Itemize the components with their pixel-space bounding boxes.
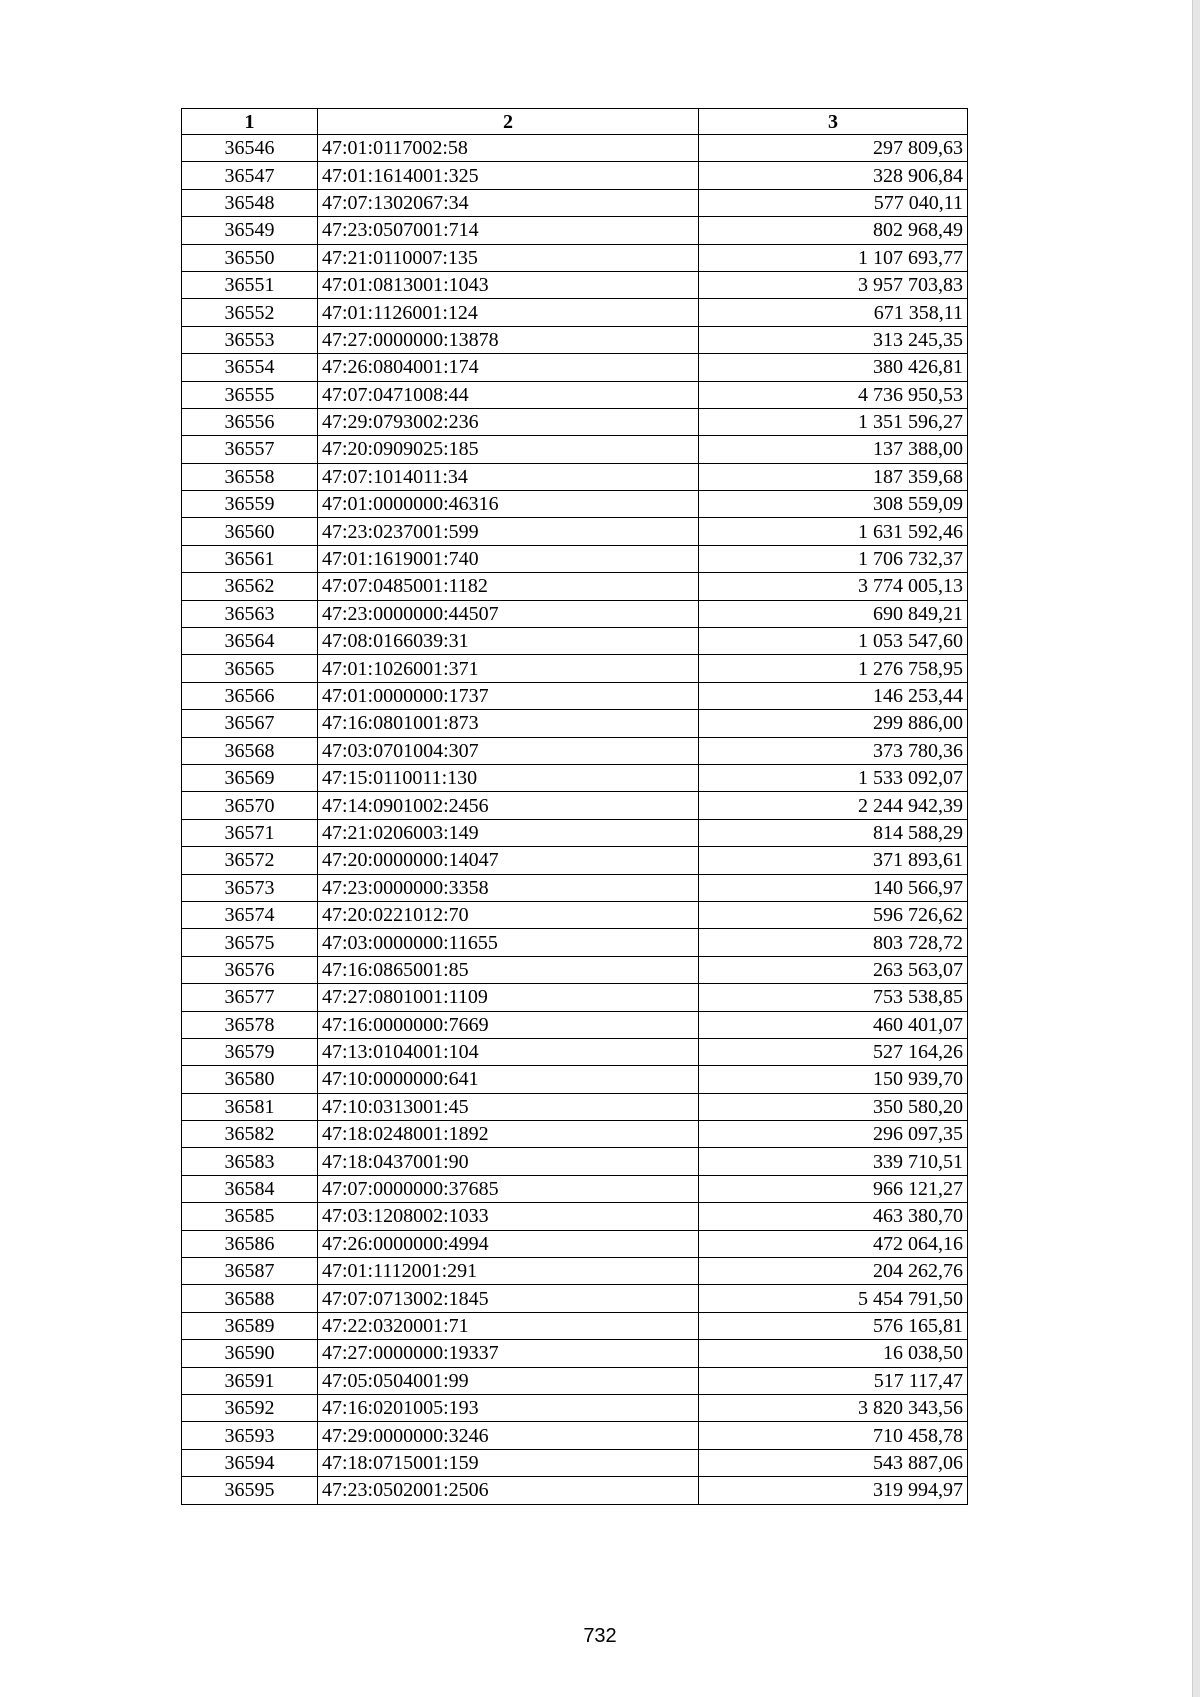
cadastral-value-cell: 802 968,49 — [699, 217, 968, 244]
cadastral-value-cell: 671 358,11 — [699, 299, 968, 326]
table-row — [182, 792, 968, 819]
cadastral-value-table — [181, 108, 968, 1505]
cadastral-number-cell: 47:23:0507001:714 — [318, 217, 699, 244]
cadastral-value-cell: 803 728,72 — [699, 929, 968, 956]
row-number-cell: 36551 — [182, 271, 318, 298]
row-number-cell: 36586 — [182, 1230, 318, 1257]
row-number-cell: 36557 — [182, 436, 318, 463]
cadastral-number-cell: 47:20:0000000:14047 — [318, 847, 699, 874]
cadastral-number-cell: 47:14:0901002:2456 — [318, 792, 699, 819]
cadastral-value-cell: 380 426,81 — [699, 354, 968, 381]
table-row — [182, 1477, 968, 1504]
row-number-cell: 36573 — [182, 874, 318, 901]
cadastral-number-cell: 47:29:0793002:236 — [318, 408, 699, 435]
row-number-cell: 36561 — [182, 545, 318, 572]
row-number-cell: 36587 — [182, 1258, 318, 1285]
table-row — [182, 436, 968, 463]
row-number-cell: 36559 — [182, 491, 318, 518]
table-row — [182, 518, 968, 545]
cadastral-number-cell: 47:26:0804001:174 — [318, 354, 699, 381]
row-number-cell: 36560 — [182, 518, 318, 545]
table-row — [182, 408, 968, 435]
row-number-cell: 36549 — [182, 217, 318, 244]
row-number-cell: 36592 — [182, 1394, 318, 1421]
cadastral-value-cell: 966 121,27 — [699, 1175, 968, 1202]
row-number-cell: 36553 — [182, 326, 318, 353]
table-row — [182, 901, 968, 928]
cadastral-number-cell: 47:03:0701004:307 — [318, 737, 699, 764]
row-number-cell: 36566 — [182, 682, 318, 709]
cadastral-value-cell: 1 276 758,95 — [699, 655, 968, 682]
page-number: 732 — [583, 1625, 617, 1647]
cadastral-number-cell: 47:01:0000000:46316 — [318, 491, 699, 518]
cadastral-number-cell: 47:18:0248001:1892 — [318, 1121, 699, 1148]
row-number-cell: 36583 — [182, 1148, 318, 1175]
table-row — [182, 135, 968, 162]
table-row — [182, 1011, 968, 1038]
table-row — [182, 956, 968, 983]
row-number-cell: 36556 — [182, 408, 318, 435]
cadastral-number-cell: 47:18:0437001:90 — [318, 1148, 699, 1175]
cadastral-value-cell: 517 117,47 — [699, 1367, 968, 1394]
row-number-cell: 36562 — [182, 573, 318, 600]
cadastral-number-cell: 47:13:0104001:104 — [318, 1038, 699, 1065]
row-number-cell: 36569 — [182, 764, 318, 791]
table-row — [182, 847, 968, 874]
cadastral-value-cell: 1 533 092,07 — [699, 764, 968, 791]
cadastral-number-cell: 47:07:1014011:34 — [318, 463, 699, 490]
cadastral-number-cell: 47:01:1614001:325 — [318, 162, 699, 189]
cadastral-value-cell: 3 820 343,56 — [699, 1394, 968, 1421]
cadastral-value-cell: 308 559,09 — [699, 491, 968, 518]
cadastral-number-cell: 47:26:0000000:4994 — [318, 1230, 699, 1257]
cadastral-value-cell: 373 780,36 — [699, 737, 968, 764]
row-number-cell: 36585 — [182, 1203, 318, 1230]
row-number-cell: 36572 — [182, 847, 318, 874]
row-number-cell: 36593 — [182, 1422, 318, 1449]
row-number-cell: 36580 — [182, 1066, 318, 1093]
cadastral-number-cell: 47:05:0504001:99 — [318, 1367, 699, 1394]
row-number-cell: 36579 — [182, 1038, 318, 1065]
table-row — [182, 1203, 968, 1230]
page-edge — [1192, 0, 1200, 1697]
row-number-cell: 36590 — [182, 1340, 318, 1367]
row-number-cell: 36575 — [182, 929, 318, 956]
cadastral-number-cell: 47:16:0201005:193 — [318, 1394, 699, 1421]
table-row — [182, 819, 968, 846]
table-row — [182, 737, 968, 764]
table-row — [182, 1312, 968, 1339]
cadastral-value-cell: 1 631 592,46 — [699, 518, 968, 545]
row-number-cell: 36578 — [182, 1011, 318, 1038]
cadastral-value-cell: 463 380,70 — [699, 1203, 968, 1230]
cadastral-value-cell: 576 165,81 — [699, 1312, 968, 1339]
cadastral-value-cell: 596 726,62 — [699, 901, 968, 928]
table-header-row — [182, 109, 968, 135]
cadastral-value-cell: 371 893,61 — [699, 847, 968, 874]
table-row — [182, 1175, 968, 1202]
row-number-cell: 36550 — [182, 244, 318, 271]
cadastral-number-cell: 47:07:0713002:1845 — [318, 1285, 699, 1312]
cadastral-value-cell: 350 580,20 — [699, 1093, 968, 1120]
table-row — [182, 326, 968, 353]
table-row — [182, 491, 968, 518]
column-header-2: 2 — [318, 109, 699, 135]
cadastral-number-cell: 47:23:0000000:3358 — [318, 874, 699, 901]
cadastral-value-cell: 299 886,00 — [699, 710, 968, 737]
row-number-cell: 36584 — [182, 1175, 318, 1202]
table-row — [182, 710, 968, 737]
row-number-cell: 36571 — [182, 819, 318, 846]
row-number-cell: 36570 — [182, 792, 318, 819]
table-row — [182, 628, 968, 655]
column-header-1: 1 — [182, 109, 318, 135]
cadastral-value-cell: 296 097,35 — [699, 1121, 968, 1148]
row-number-cell: 36548 — [182, 189, 318, 216]
row-number-cell: 36568 — [182, 737, 318, 764]
cadastral-number-cell: 47:22:0320001:71 — [318, 1312, 699, 1339]
table-row — [182, 655, 968, 682]
row-number-cell: 36574 — [182, 901, 318, 928]
cadastral-number-cell: 47:20:0909025:185 — [318, 436, 699, 463]
cadastral-value-cell: 710 458,78 — [699, 1422, 968, 1449]
column-header-3: 3 — [699, 109, 968, 135]
cadastral-number-cell: 47:21:0110007:135 — [318, 244, 699, 271]
cadastral-number-cell: 47:23:0237001:599 — [318, 518, 699, 545]
table-row — [182, 299, 968, 326]
cadastral-value-cell: 814 588,29 — [699, 819, 968, 846]
cadastral-value-cell: 527 164,26 — [699, 1038, 968, 1065]
cadastral-value-cell: 1 053 547,60 — [699, 628, 968, 655]
cadastral-value-cell: 4 736 950,53 — [699, 381, 968, 408]
cadastral-number-cell: 47:01:1112001:291 — [318, 1258, 699, 1285]
row-number-cell: 36591 — [182, 1367, 318, 1394]
cadastral-number-cell: 47:01:1026001:371 — [318, 655, 699, 682]
table-row — [182, 1285, 968, 1312]
table-row — [182, 381, 968, 408]
cadastral-number-cell: 47:07:0485001:1182 — [318, 573, 699, 600]
table-row — [182, 162, 968, 189]
table-row — [182, 1121, 968, 1148]
cadastral-value-cell: 690 849,21 — [699, 600, 968, 627]
table-row — [182, 1449, 968, 1476]
row-number-cell: 36565 — [182, 655, 318, 682]
cadastral-number-cell: 47:15:0110011:130 — [318, 764, 699, 791]
cadastral-number-cell: 47:16:0865001:85 — [318, 956, 699, 983]
row-number-cell: 36595 — [182, 1477, 318, 1504]
table-row — [182, 573, 968, 600]
cadastral-value-cell: 1 351 596,27 — [699, 408, 968, 435]
row-number-cell: 36582 — [182, 1121, 318, 1148]
cadastral-number-cell: 47:01:0117002:58 — [318, 135, 699, 162]
cadastral-value-cell: 1 706 732,37 — [699, 545, 968, 572]
table-row — [182, 600, 968, 627]
table-row — [182, 1340, 968, 1367]
cadastral-number-cell: 47:07:1302067:34 — [318, 189, 699, 216]
cadastral-value-cell: 753 538,85 — [699, 984, 968, 1011]
cadastral-number-cell: 47:07:0471008:44 — [318, 381, 699, 408]
cadastral-number-cell: 47:16:0000000:7669 — [318, 1011, 699, 1038]
cadastral-value-cell: 460 401,07 — [699, 1011, 968, 1038]
table-row — [182, 271, 968, 298]
cadastral-number-cell: 47:07:0000000:37685 — [318, 1175, 699, 1202]
cadastral-value-cell: 3 774 005,13 — [699, 573, 968, 600]
cadastral-value-cell: 150 939,70 — [699, 1066, 968, 1093]
table-row — [182, 682, 968, 709]
cadastral-value-cell: 313 245,35 — [699, 326, 968, 353]
cadastral-number-cell: 47:03:0000000:11655 — [318, 929, 699, 956]
row-number-cell: 36567 — [182, 710, 318, 737]
cadastral-number-cell: 47:23:0000000:44507 — [318, 600, 699, 627]
table-row — [182, 929, 968, 956]
row-number-cell: 36547 — [182, 162, 318, 189]
cadastral-number-cell: 47:08:0166039:31 — [318, 628, 699, 655]
cadastral-number-cell: 47:29:0000000:3246 — [318, 1422, 699, 1449]
cadastral-number-cell: 47:27:0801001:1109 — [318, 984, 699, 1011]
cadastral-value-cell: 146 253,44 — [699, 682, 968, 709]
cadastral-value-cell: 2 244 942,39 — [699, 792, 968, 819]
table-row — [182, 1258, 968, 1285]
cadastral-number-cell: 47:18:0715001:159 — [318, 1449, 699, 1476]
table-row — [182, 217, 968, 244]
cadastral-value-cell: 5 454 791,50 — [699, 1285, 968, 1312]
row-number-cell: 36576 — [182, 956, 318, 983]
table-row — [182, 463, 968, 490]
table-row — [182, 1038, 968, 1065]
cadastral-value-cell: 204 262,76 — [699, 1258, 968, 1285]
cadastral-value-cell: 16 038,50 — [699, 1340, 968, 1367]
table-row — [182, 1148, 968, 1175]
row-number-cell: 36563 — [182, 600, 318, 627]
table-row — [182, 244, 968, 271]
cadastral-number-cell: 47:10:0000000:641 — [318, 1066, 699, 1093]
cadastral-value-cell: 187 359,68 — [699, 463, 968, 490]
table-row — [182, 764, 968, 791]
cadastral-value-cell: 3 957 703,83 — [699, 271, 968, 298]
cadastral-value-cell: 543 887,06 — [699, 1449, 968, 1476]
row-number-cell: 36554 — [182, 354, 318, 381]
cadastral-value-cell: 339 710,51 — [699, 1148, 968, 1175]
cadastral-number-cell: 47:27:0000000:13878 — [318, 326, 699, 353]
table-row — [182, 1093, 968, 1120]
row-number-cell: 36546 — [182, 135, 318, 162]
cadastral-value-cell: 263 563,07 — [699, 956, 968, 983]
cadastral-value-cell: 319 994,97 — [699, 1477, 968, 1504]
table-row — [182, 354, 968, 381]
cadastral-number-cell: 47:01:0813001:1043 — [318, 271, 699, 298]
cadastral-number-cell: 47:01:1619001:740 — [318, 545, 699, 572]
cadastral-value-cell: 577 040,11 — [699, 189, 968, 216]
table-row — [182, 1367, 968, 1394]
row-number-cell: 36552 — [182, 299, 318, 326]
row-number-cell: 36581 — [182, 1093, 318, 1120]
table-row — [182, 1230, 968, 1257]
row-number-cell: 36594 — [182, 1449, 318, 1476]
table-row — [182, 1394, 968, 1421]
cadastral-value-cell: 297 809,63 — [699, 135, 968, 162]
cadastral-number-cell: 47:01:0000000:1737 — [318, 682, 699, 709]
row-number-cell: 36558 — [182, 463, 318, 490]
cadastral-number-cell: 47:01:1126001:124 — [318, 299, 699, 326]
cadastral-value-cell: 140 566,97 — [699, 874, 968, 901]
row-number-cell: 36577 — [182, 984, 318, 1011]
row-number-cell: 36555 — [182, 381, 318, 408]
table-row — [182, 984, 968, 1011]
table-row — [182, 1066, 968, 1093]
table-row — [182, 1422, 968, 1449]
cadastral-number-cell: 47:10:0313001:45 — [318, 1093, 699, 1120]
row-number-cell: 36564 — [182, 628, 318, 655]
cadastral-number-cell: 47:21:0206003:149 — [318, 819, 699, 846]
cadastral-value-cell: 137 388,00 — [699, 436, 968, 463]
row-number-cell: 36589 — [182, 1312, 318, 1339]
table-row — [182, 874, 968, 901]
cadastral-value-cell: 1 107 693,77 — [699, 244, 968, 271]
table-row — [182, 189, 968, 216]
cadastral-value-cell: 472 064,16 — [699, 1230, 968, 1257]
cadastral-value-cell: 328 906,84 — [699, 162, 968, 189]
row-number-cell: 36588 — [182, 1285, 318, 1312]
cadastral-number-cell: 47:03:1208002:1033 — [318, 1203, 699, 1230]
cadastral-number-cell: 47:23:0502001:2506 — [318, 1477, 699, 1504]
cadastral-number-cell: 47:16:0801001:873 — [318, 710, 699, 737]
table-body — [182, 135, 968, 1505]
cadastral-number-cell: 47:27:0000000:19337 — [318, 1340, 699, 1367]
cadastral-number-cell: 47:20:0221012:70 — [318, 901, 699, 928]
table-row — [182, 545, 968, 572]
